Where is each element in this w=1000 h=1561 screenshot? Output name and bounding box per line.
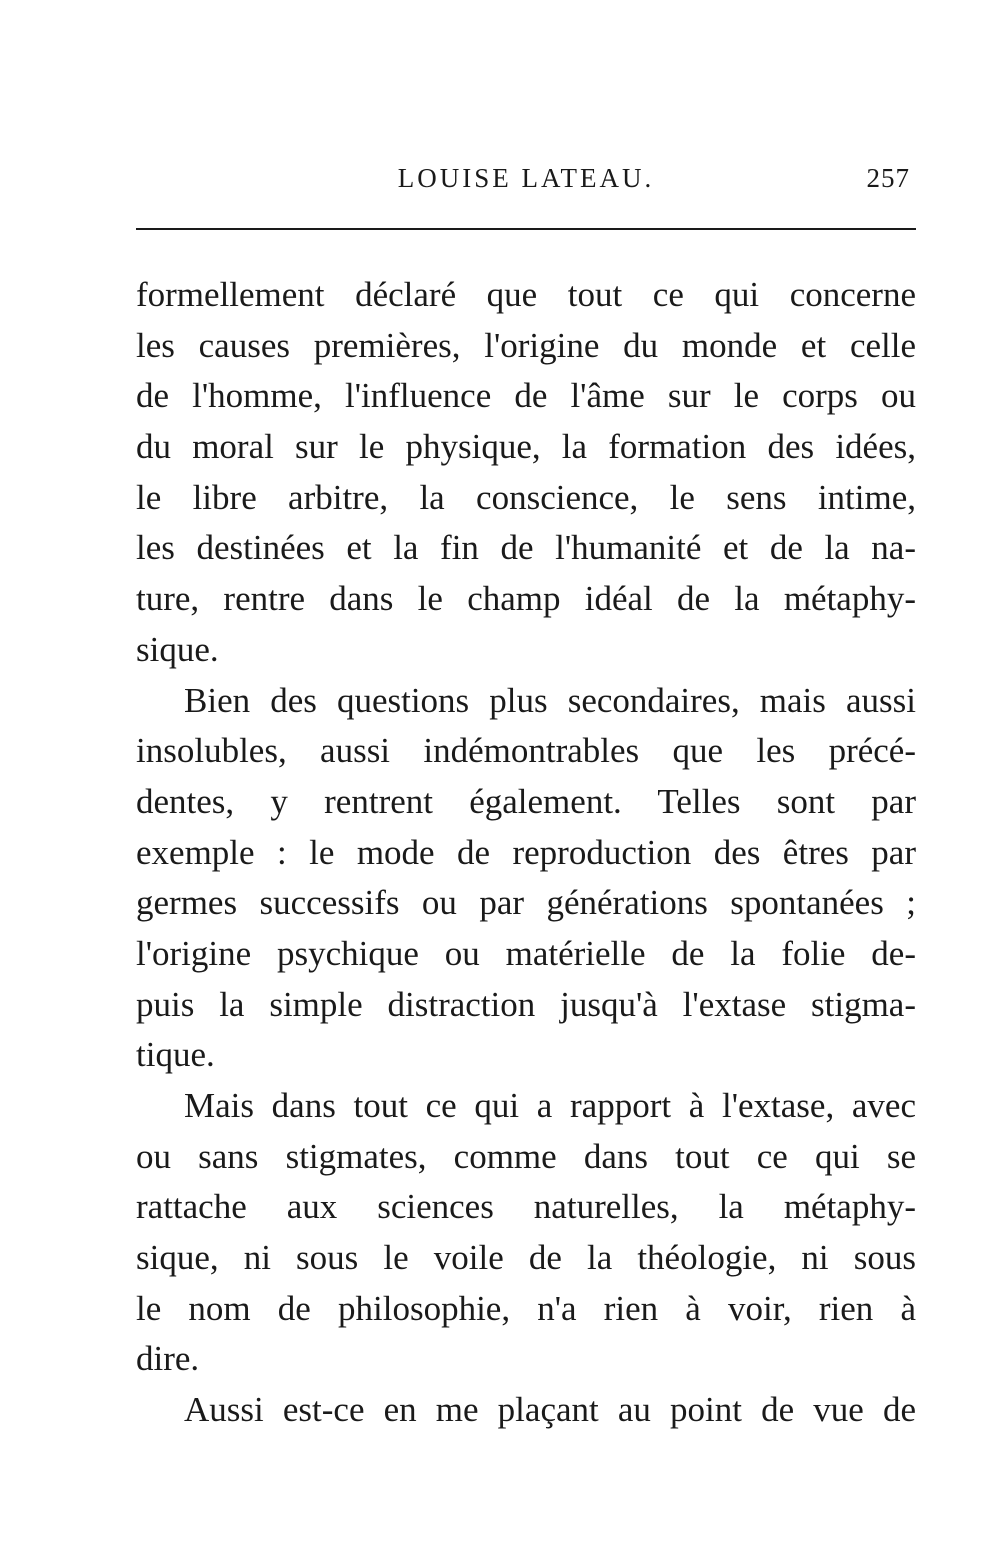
text-line: les destinées et la fin de l'humanité et de la na- <box>136 528 916 568</box>
text-line: sique. <box>136 629 219 669</box>
running-head <box>136 158 916 198</box>
page-number: 257 <box>866 163 910 193</box>
text-line: du moral sur le physique, la formation des idées, <box>136 427 916 467</box>
text-line: tique. <box>136 1035 215 1075</box>
text-line: l'origine psychique ou matérielle de la folie de- <box>136 933 916 973</box>
body-text <box>136 270 916 1436</box>
paragraph-start-line: Bien des questions plus secondaires, mais aussi <box>184 680 916 720</box>
text-line: dire. <box>136 1339 200 1379</box>
text-line: ou sans stigmates, comme dans tout ce qui se <box>136 1136 916 1176</box>
text-line: sique, ni sous le voile de la théologie, ni sous <box>136 1238 916 1278</box>
text-line: germes successifs ou par générations spontanées ; <box>136 883 916 923</box>
text-line: formellement déclaré que tout ce qui concerne <box>136 275 916 314</box>
running-title: LOUISE LATEAU. <box>397 163 655 193</box>
text-line: exemple : le mode de reproduction des êtres par <box>136 832 916 872</box>
text-line: de l'homme, l'influence de l'âme sur le corps ou <box>136 376 916 416</box>
header-rule <box>136 228 916 230</box>
text-line: ture, rentre dans le champ idéal de la métaphy- <box>136 579 916 619</box>
text-line: les causes premières, l'origine du monde et celle <box>136 325 916 365</box>
text-line: le nom de philosophie, n'a rien à voir, rien à <box>136 1288 916 1328</box>
text-line: le libre arbitre, la conscience, le sens intime, <box>136 477 916 517</box>
text-line: dentes, y rentrent également. Telles sont par <box>136 781 916 821</box>
text-line: rattache aux sciences naturelles, la métaphy- <box>136 1187 916 1227</box>
text-line: puis la simple distraction jusqu'à l'extase stigma- <box>136 984 916 1024</box>
text-line: insolubles, aussi indémontrables que les précé- <box>136 731 916 771</box>
paragraph-start-line: Mais dans tout ce qui a rapport à l'extase, avec <box>184 1086 916 1125</box>
paragraph-start-line: Aussi est-ce en me plaçant au point de vue de <box>184 1390 916 1430</box>
